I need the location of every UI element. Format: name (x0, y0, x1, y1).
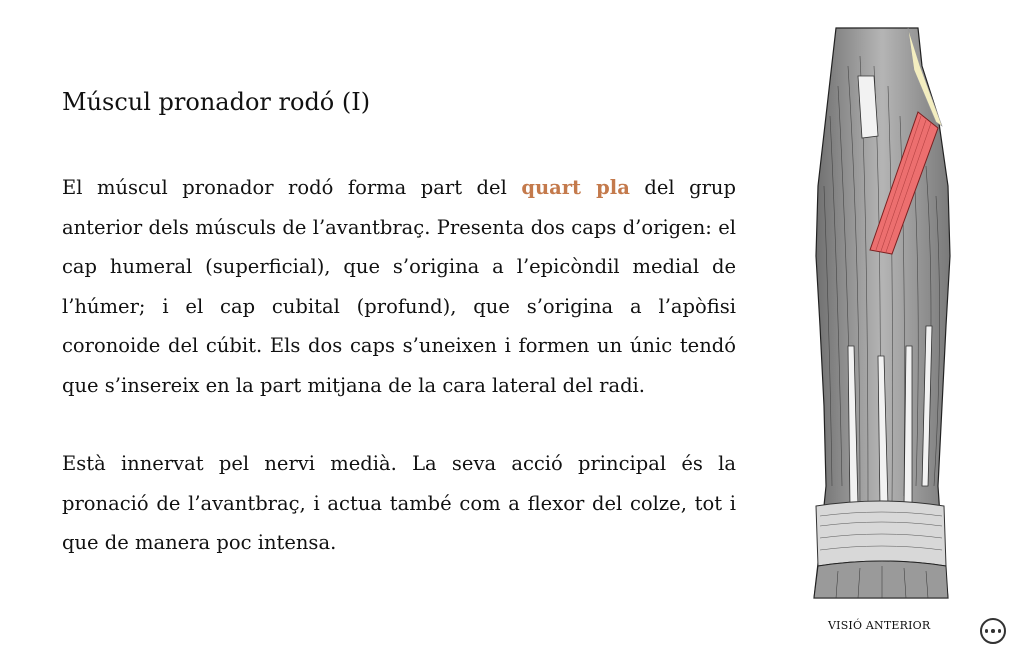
figure-caption: VISIÓ ANTERIOR (828, 619, 931, 632)
forearm-anatomy-illustration (808, 26, 956, 602)
body-text (62, 168, 736, 602)
p1-text-end: del grup anterior dels músculs de l’avantbraç. Presenta dos caps d’origen: el cap humeral (superficial), que s’origina a l’epicòndil medial de l’húmer; i el cap cubital (profund), que s’origina a l’apòfisi coronoide del cúbit. Els dos caps s’uneixen i formen un únic tendó que s’insereix en la part mitjana de la cara lateral del radi. (62, 176, 736, 397)
paragraph-1 (62, 168, 736, 405)
page-title: Múscul pronador rodó (I) (62, 88, 371, 116)
more-options-button[interactable] (980, 618, 1006, 644)
more-horizontal-icon (983, 629, 1003, 633)
paragraph-2: Està innervat pel nervi medià. La seva acció principal és la pronació de l’avantbraç, i actua també com a flexor del colze, tot i que de manera poc intensa. (62, 452, 736, 554)
p1-text-start: El múscul pronador rodó forma part del (62, 176, 522, 199)
quart-pla-link[interactable]: quart pla (521, 176, 630, 199)
